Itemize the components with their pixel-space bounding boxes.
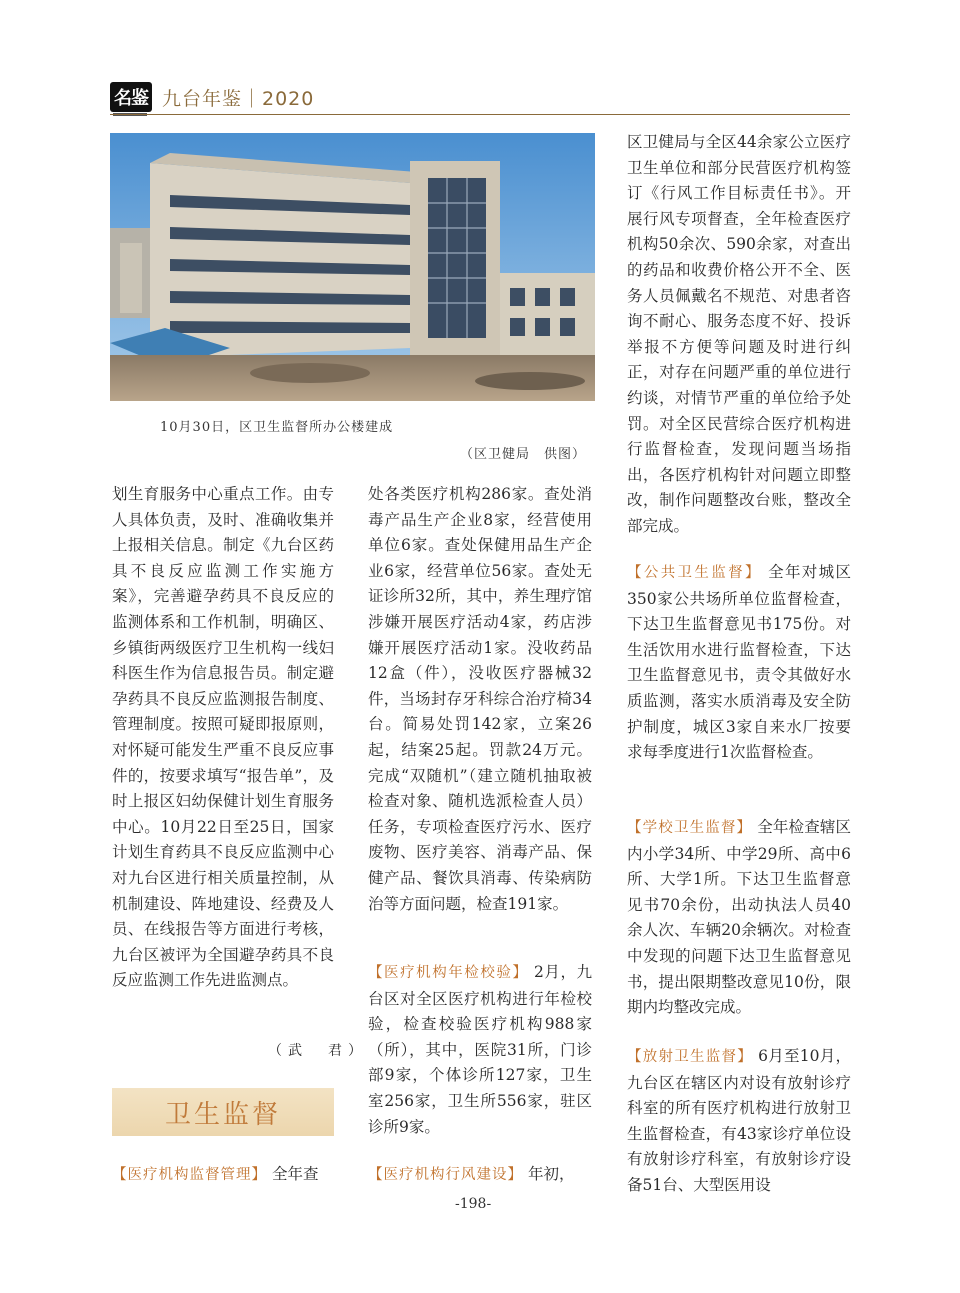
paragraph: 全年查 bbox=[271, 1165, 319, 1183]
yearbook-logo: 名鉴 bbox=[110, 82, 152, 112]
paragraph: 全年检查辖区内小学34所、中学29所、高中6所、大学1所。下达卫生监督意见书70余份，出动执法人员40余人次、车辆20余辆次。对检查中发现的问题下达卫生监督意见书，提出限期整改意见10份，限期内均整改完成。 bbox=[627, 818, 851, 1017]
subsection-heading: 【学校卫生监督】 bbox=[627, 820, 753, 836]
paragraph: 年初， bbox=[527, 1165, 575, 1183]
paragraph: 2月，九台区对全区医疗机构进行年检校验，检查校验医疗机构988家（所），其中，医院31所，门诊部9家，个体诊所127家，卫生室256家，卫生所556家，驻区诊所9家。 bbox=[368, 963, 592, 1136]
header-rule bbox=[110, 114, 850, 115]
subsection-heading: 【医疗机构年检校验】 bbox=[368, 965, 529, 981]
subsection-school-health bbox=[627, 815, 851, 1021]
subsection-heading: 【医疗机构监督管理】 bbox=[112, 1167, 267, 1183]
subsection-conduct-building bbox=[368, 1162, 592, 1189]
subsection-medical-supervision bbox=[112, 1162, 334, 1189]
column-3-text bbox=[627, 130, 851, 540]
page-number: -198- bbox=[455, 1196, 492, 1212]
subsection-public-health bbox=[627, 560, 851, 766]
column-1-text bbox=[112, 482, 334, 994]
photo-caption: 10月30日，区卫生监督所办公楼建成 bbox=[160, 420, 394, 435]
subsection-heading: 【公共卫生监督】 bbox=[627, 565, 762, 581]
building-photo bbox=[110, 133, 595, 401]
column-2-text bbox=[368, 482, 592, 917]
subsection-heading: 【医疗机构行风建设】 bbox=[368, 1167, 523, 1183]
author-signature: （武 君） bbox=[268, 1043, 368, 1059]
paragraph: 全年对城区350家公共场所单位监督检查，下达卫生监督意见书175份。对生活饮用水进行监督检查，下达卫生监督意见书，责令其做好水质监测，落实水质消毒及安全防护制度，城区3家自来水厂按要求每季度进行1次监督检查。 bbox=[627, 563, 851, 762]
subsection-heading: 【放射卫生监督】 bbox=[627, 1049, 753, 1065]
paragraph: 6月至10月，九台区在辖区内对设有放射诊疗科室的所有医疗机构进行放射卫生监督检查，有43家诊疗单位设有放射诊疗科室，有放射诊疗设备51台、大型医用设 bbox=[627, 1047, 851, 1194]
subsection-radiation-health bbox=[627, 1044, 851, 1199]
page-header bbox=[110, 78, 850, 118]
paragraph: 区卫健局与全区44余家公立医疗卫生单位和部分民营医疗机构签订《行风工作目标责任书》。开展行风专项督查，全年检查医疗机构50余次、590余家，对查出的药品和收费价格公开不全、医务人员佩戴名不规范、对患者咨询不耐心、服务态度不好、投诉举报不方便等问题及时进行纠正，对存在问题严重的单位进行约谈，对情节严重的单位给予处罚。对全区民营综合医疗机构进行监督检查，发现问题当场指出，各医疗机构针对问题立即整改，制作问题整改台账，整改全部完成。 bbox=[627, 133, 851, 535]
subsection-annual-inspection bbox=[368, 960, 592, 1140]
section-banner bbox=[112, 1088, 334, 1136]
section-title: 卫生监督 bbox=[164, 1099, 281, 1130]
paragraph: 处各类医疗机构286家。查处消毒产品生产企业8家，经营使用单位6家。查处保健用品生产企业6家，经营单位56家。查处无证诊所32所，其中，养生理疗馆涉嫌开展医疗活动4家，药店涉嫌开展医疗活动1家。没收药品12盒（件），没收医疗器械32件，当场封存牙科综合治疗椅34台。简易处罚142家，立案26起，结案25起。罚款24万元。完成“双随机”（建立随机抽取被检查对象、随机选派检查人员）任务，专项检查医疗污水、医疗废物、医疗美容、消毒产品、保健产品、餐饮具消毒、传染病防治等方面问题，检查191家。 bbox=[368, 485, 592, 913]
paragraph: 划生育服务中心重点工作。由专人具体负责，及时、准确收集并上报相关信息。制定《九台区药具不良反应监测工作实施方案》，完善避孕药具不良反应的监测体系和工作机制，明确区、乡镇街两级医疗卫生机构一线妇科医生作为信息报告员。制定避孕药具不良反应监测报告制度、管理制度。按照可疑即报原则，对怀疑可能发生严重不良反应事件的，按要求填写“报告单”，及时上报区妇幼保健计划生育服务中心。10月22日至25日，国家计划生育药具不良反应监测中心对九台区进行相关质量控制，从机制建设、阵地建设、经费及人员、在线报告等方面进行考核，九台区被评为全国避孕药具不良反应监测工作先进监测点。 bbox=[112, 485, 334, 990]
book-title: 九台年鉴｜2020 bbox=[162, 88, 315, 110]
photo-credit: （区卫健局 供图） bbox=[460, 447, 587, 462]
